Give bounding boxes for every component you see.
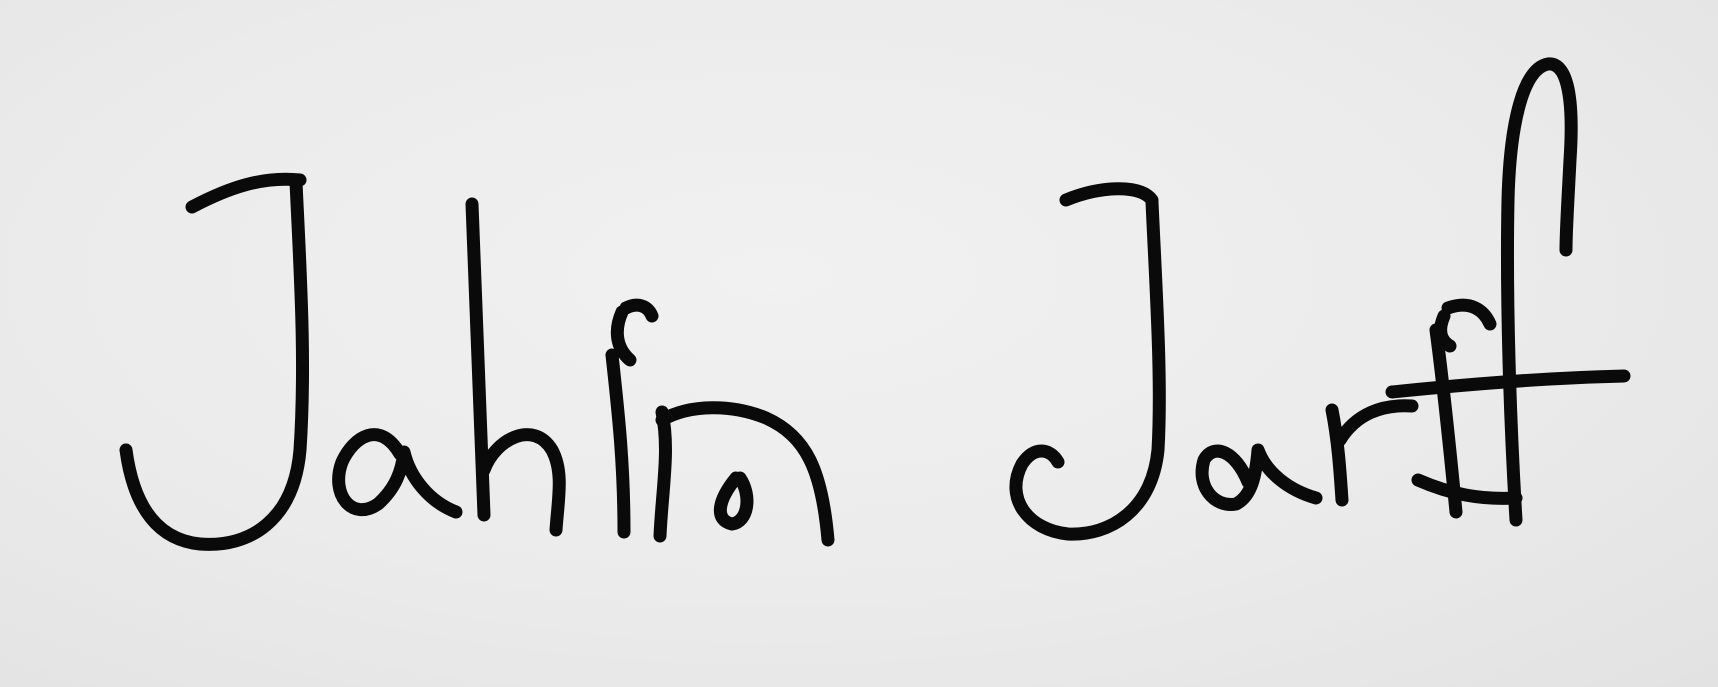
stroke-j1-stem <box>126 182 303 544</box>
stroke-i1 <box>612 355 624 532</box>
stroke-j2-top <box>1066 189 1152 200</box>
stroke-r2 <box>1332 410 1342 500</box>
stroke-f-stem <box>1507 64 1571 520</box>
stroke-r2-shoulder <box>1340 406 1412 440</box>
stroke-a2 <box>1202 450 1316 504</box>
stroke-f-tail <box>1418 480 1516 498</box>
stroke-i1-dot2 <box>617 312 630 360</box>
stroke-i2-dot2 <box>1441 316 1450 346</box>
stroke-i1-dot <box>626 305 652 316</box>
stroke-a1 <box>339 435 456 512</box>
stroke-j1-top <box>192 179 300 207</box>
stroke-n1 <box>660 412 665 536</box>
stroke-h1-arch <box>484 435 559 530</box>
stroke-j2-stem <box>1016 202 1159 534</box>
stroke-n1-loop <box>720 478 747 524</box>
stroke-i2-dot <box>1448 305 1490 324</box>
